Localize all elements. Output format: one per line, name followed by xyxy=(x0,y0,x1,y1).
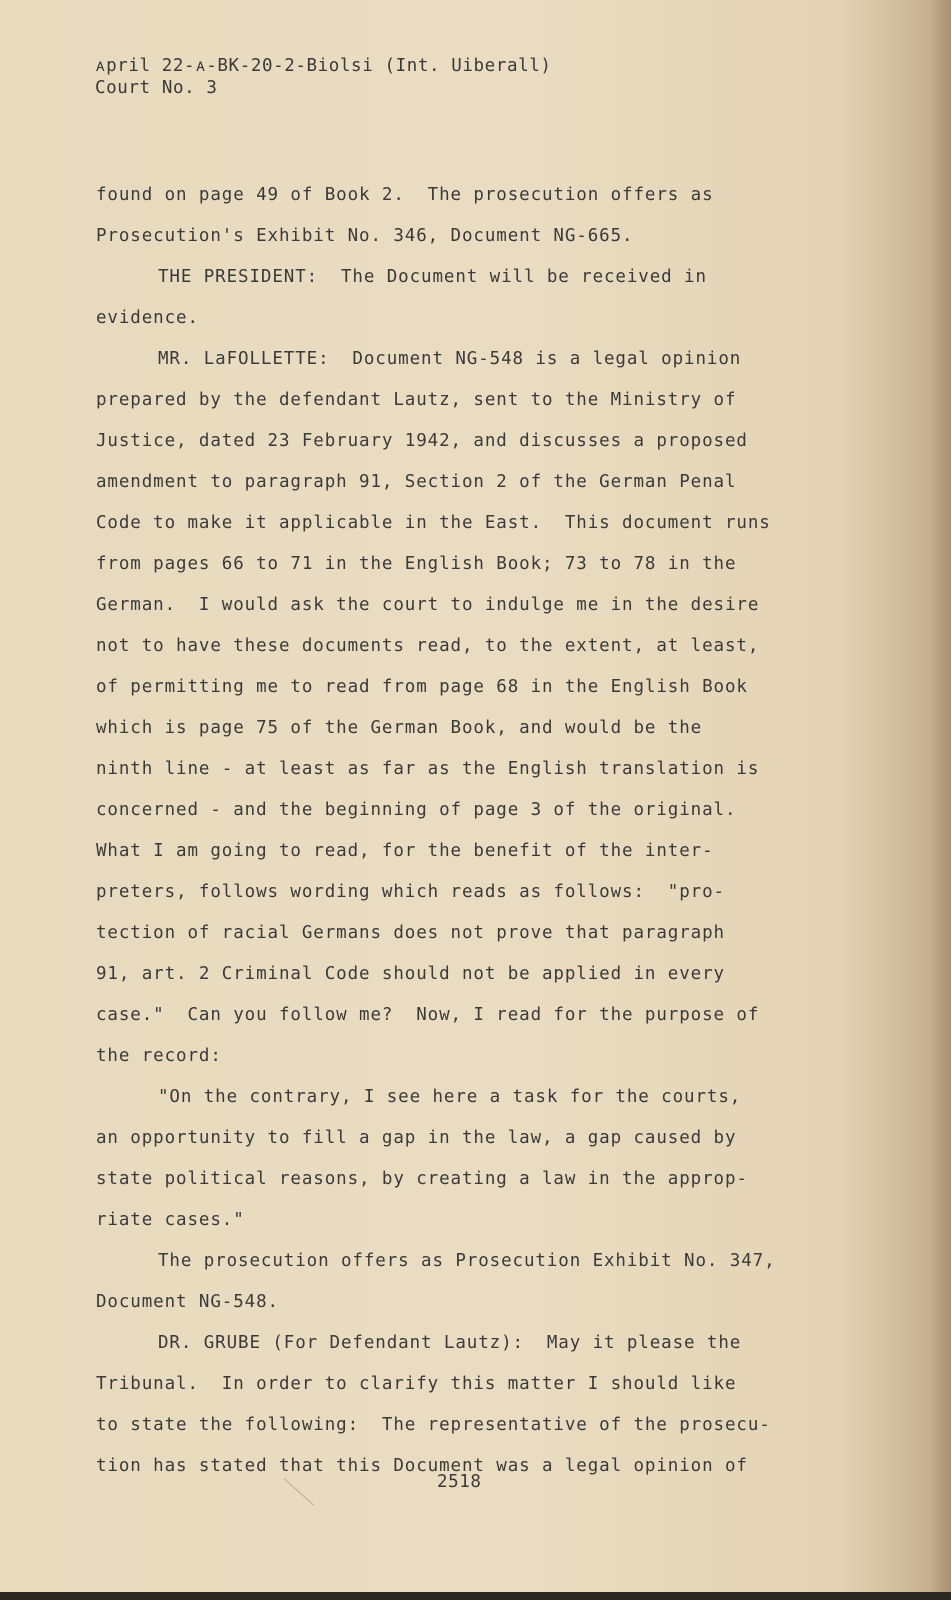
document-header xyxy=(95,55,552,99)
transcript-body xyxy=(96,175,836,1487)
transcript-line: preters, follows wording which reads as follows: "pro- xyxy=(96,882,725,902)
transcript-line: MR. LaFOLLETTE: Document NG-548 is a legal opinion xyxy=(158,349,742,369)
header-line-court: Court No. 3 xyxy=(95,78,218,98)
transcript-line: German. I would ask the court to indulge me in the desire xyxy=(96,595,760,615)
transcript-line: tion has stated that this Document was a legal opinion of xyxy=(96,1456,748,1476)
transcript-line: riate cases." xyxy=(96,1210,245,1230)
transcript-line: from pages 66 to 71 in the English Book; 73 to 78 in the xyxy=(96,554,737,574)
transcript-line: not to have these documents read, to the extent, at least, xyxy=(96,636,760,656)
transcript-line: of permitting me to read from page 68 in the English Book xyxy=(96,677,748,697)
transcript-line: ninth line - at least as far as the English translation is xyxy=(96,759,760,779)
transcript-line: Tribunal. In order to clarify this matter I should like xyxy=(96,1374,737,1394)
transcript-line: prepared by the defendant Lautz, sent to the Ministry of xyxy=(96,390,737,410)
transcript-line: Document NG-548. xyxy=(96,1292,279,1312)
transcript-line: Prosecution's Exhibit No. 346, Document NG-665. xyxy=(96,226,634,246)
transcript-line: THE PRESIDENT: The Document will be received in xyxy=(158,267,707,287)
transcript-line: DR. GRUBE (For Defendant Lautz): May it please the xyxy=(158,1333,742,1353)
transcript-line: evidence. xyxy=(96,308,199,328)
transcript-line: Justice, dated 23 February 1942, and discusses a proposed xyxy=(96,431,748,451)
transcript-line: the record: xyxy=(96,1046,222,1066)
transcript-line: Code to make it applicable in the East. This document runs xyxy=(96,513,771,533)
transcript-line: "On the contrary, I see here a task for the courts, xyxy=(158,1087,742,1107)
transcript-line: amendment to paragraph 91, Section 2 of the German Penal xyxy=(96,472,737,492)
page-number: 2518 xyxy=(437,1472,482,1492)
transcript-line: concerned - and the beginning of page 3 of the original. xyxy=(96,800,737,820)
header-line-session: ᴀpril 22-ᴀ-BK-20-2-Biolsi (Int. Uiberall) xyxy=(95,56,552,76)
scan-bottom-edge xyxy=(0,1592,951,1600)
transcript-line: What I am going to read, for the benefit of the inter- xyxy=(96,841,714,861)
transcript-line: The prosecution offers as Prosecution Exhibit No. 347, xyxy=(158,1251,776,1271)
paper-edge-shadow xyxy=(929,0,951,1600)
transcript-line: to state the following: The representative of the prosecu- xyxy=(96,1415,771,1435)
transcript-line: tection of racial Germans does not prove that paragraph xyxy=(96,923,725,943)
transcript-line: state political reasons, by creating a law in the approp- xyxy=(96,1169,748,1189)
transcript-line: an opportunity to fill a gap in the law, a gap caused by xyxy=(96,1128,737,1148)
transcript-line: case." Can you follow me? Now, I read for the purpose of xyxy=(96,1005,760,1025)
transcript-line: which is page 75 of the German Book, and would be the xyxy=(96,718,703,738)
transcript-line: 91, art. 2 Criminal Code should not be applied in every xyxy=(96,964,725,984)
transcript-line: found on page 49 of Book 2. The prosecution offers as xyxy=(96,185,714,205)
